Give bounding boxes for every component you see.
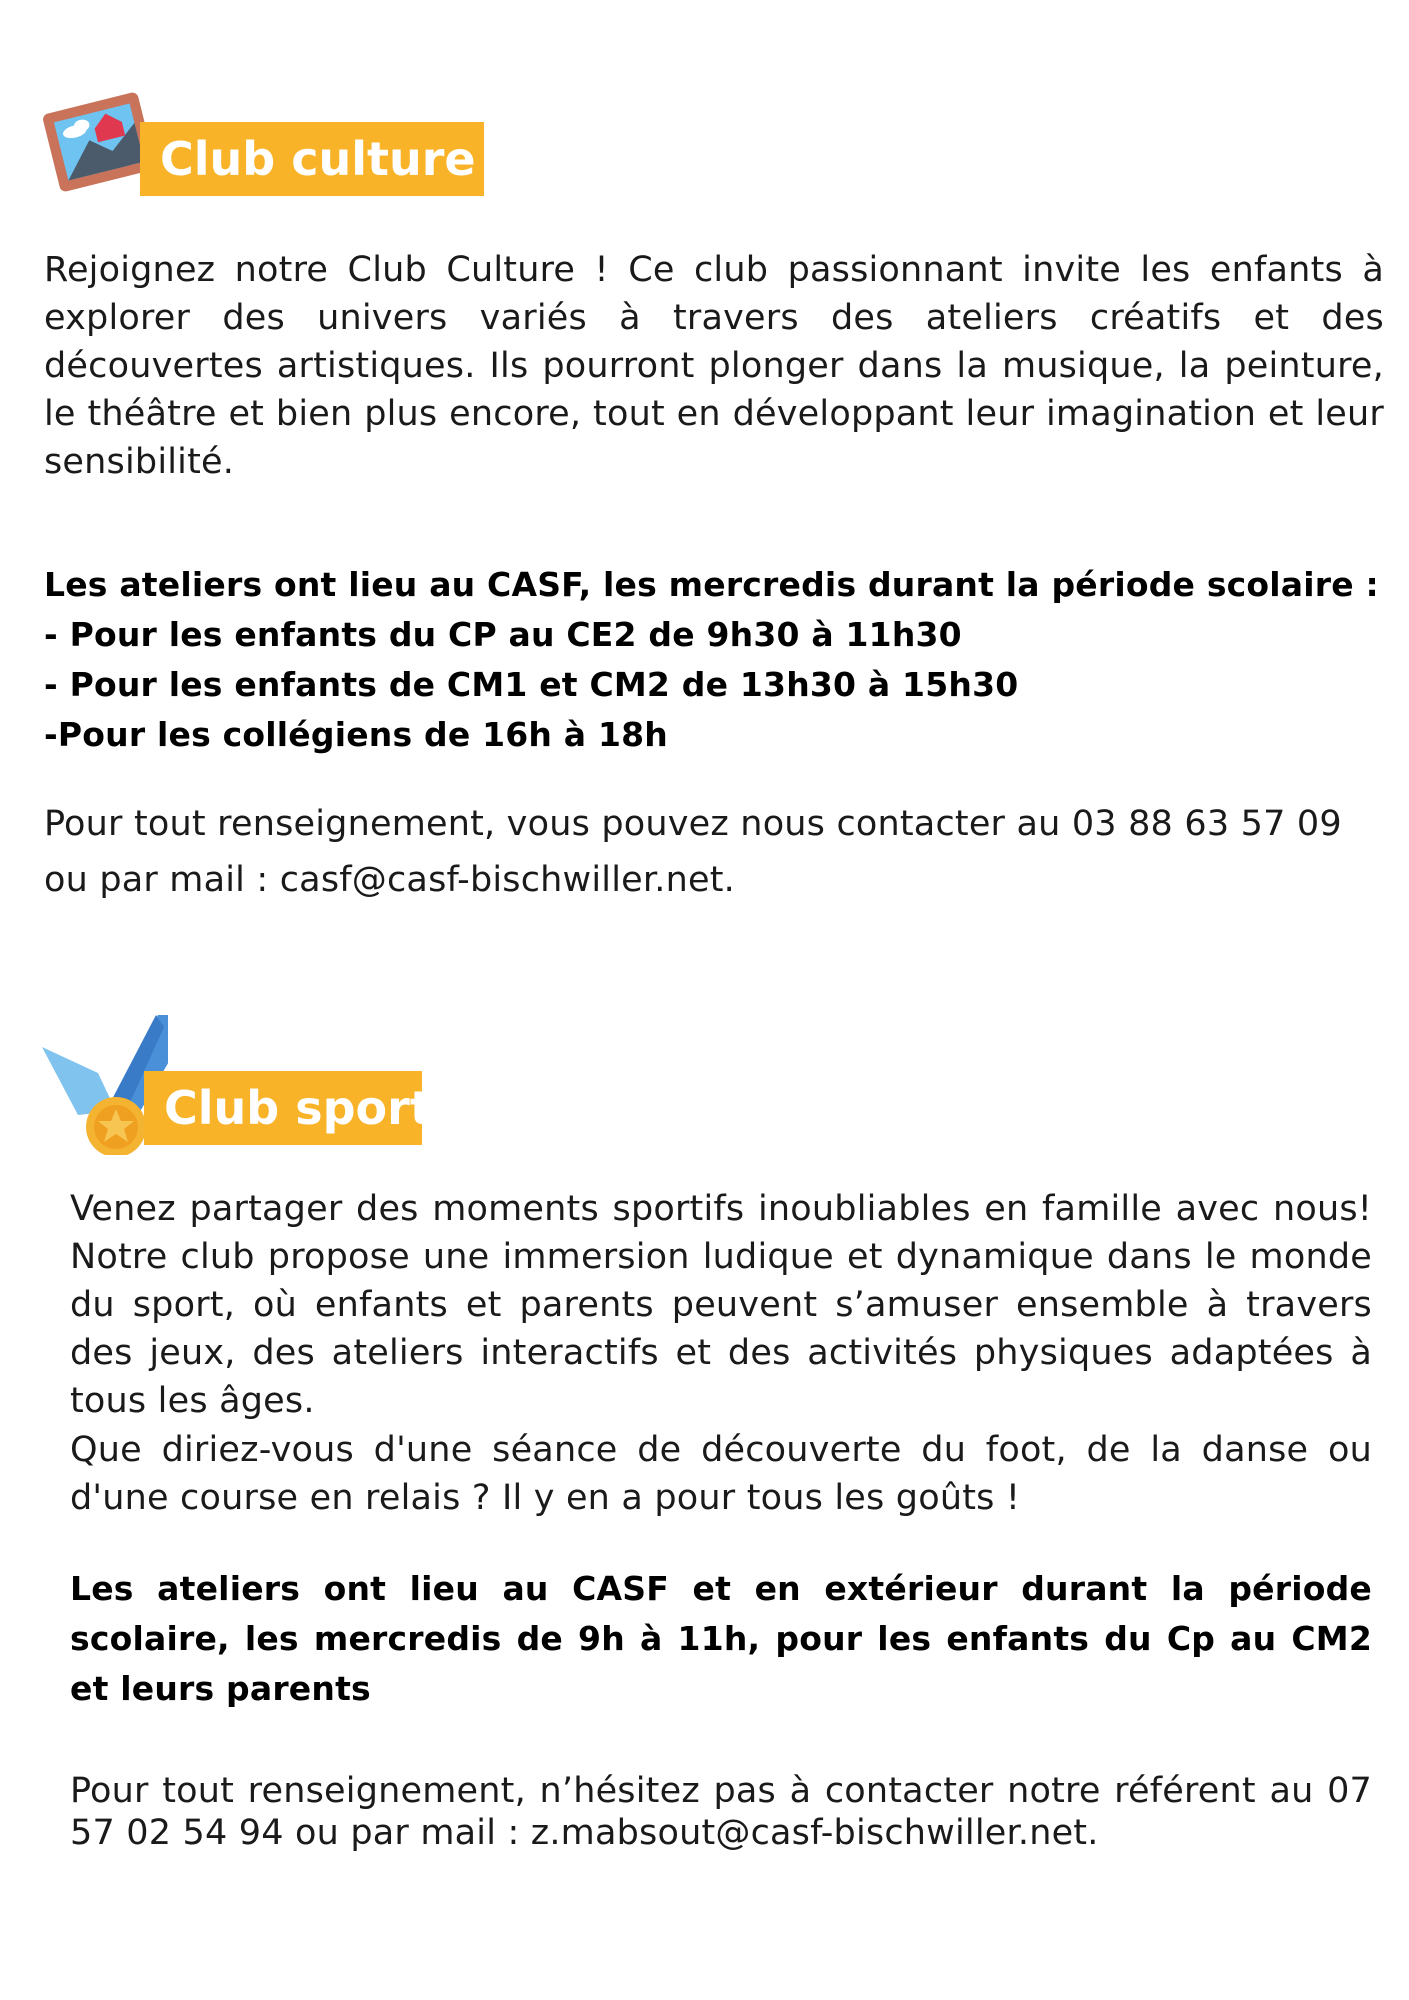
club-culture-title: Club culture xyxy=(140,122,484,196)
schedule-line: Les ateliers ont lieu au CASF, les mercredis durant la période scolaire : xyxy=(44,565,1379,604)
club-sport-description-2: Que diriez-vous d'une séance de découverte du foot, de la danse ou d'une course en relais ? Il y en a pour tous les goûts ! xyxy=(70,1430,1372,1518)
club-sport-schedule: Les ateliers ont lieu au CASF et en extérieur durant la période scolaire, les mercredis de 9h à 11h, pour les enfants du Cp au CM2 et leurs parents xyxy=(70,1569,1372,1708)
club-sport-title: Club sport xyxy=(144,1071,422,1145)
schedule-line: - Pour les enfants de CM1 et CM2 de 13h30 à 15h30 xyxy=(44,665,1019,704)
schedule-line: -Pour les collégiens de 16h à 18h xyxy=(44,715,668,754)
club-culture-description: Rejoignez notre Club Culture ! Ce club passionnant invite les enfants à explorer des univers variés à travers des ateliers créatifs et des découvertes artistiques. Ils pourront plonger dans la musique, la peinture, le théâtre et bien plus encore, tout en développant leur imagination et leur sensibilité. xyxy=(44,250,1384,482)
club-sport-description: Venez partager des moments sportifs inoubliables en famille avec nous! Notre club propose une immersion ludique et dynamique dans le monde du sport, où enfants et parents peuvent s’amuser ensemble à travers des jeux, des ateliers interactifs et des activités physiques adaptées à tous les âges. xyxy=(70,1189,1372,1421)
club-culture-contact: Pour tout renseignement, vous pouvez nous contacter au 03 88 63 57 09 ou par mail : casf@casf-bischwiller.net. xyxy=(44,804,1342,900)
schedule-line: - Pour les enfants du CP au CE2 de 9h30 à 11h30 xyxy=(44,615,962,654)
club-culture-schedule xyxy=(44,560,1384,760)
club-sport-contact: Pour tout renseignement, n’hésitez pas à contacter notre référent au 07 57 02 54 94 ou par mail : z.mabsout@casf-bischwiller.net. xyxy=(70,1771,1372,1853)
